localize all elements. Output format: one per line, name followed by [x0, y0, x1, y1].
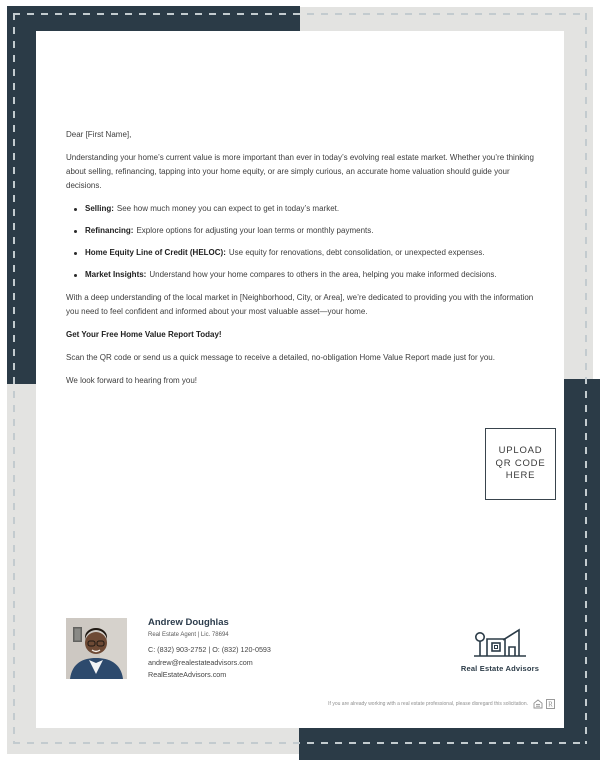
- qr-code-upload-placeholder[interactable]: [485, 428, 556, 500]
- trim-dashed-line-bottom: [13, 742, 587, 744]
- trim-dashed-line-top: [13, 13, 587, 15]
- local-market-paragraph: With a deep understanding of the local market in [Neighborhood, City, or Area], we’re dedicated to providing you with the information you need to feel confident and informed about your most valuable asset—your home.: [66, 293, 534, 316]
- list-item: [85, 224, 544, 238]
- list-item: [85, 246, 544, 260]
- frame-accent-top-left: [7, 6, 300, 31]
- bullet-label: Refinancing:: [85, 226, 134, 235]
- brand-logo: [450, 626, 550, 673]
- trim-dashed-line-right: [585, 13, 587, 744]
- disclaimer-row: [240, 699, 555, 709]
- greeting: Dear [First Name],: [66, 130, 132, 139]
- disclaimer-text: If you are already working with a real estate professional, please disregard this solicitation.: [328, 700, 528, 707]
- intro-paragraph: Understanding your home’s current value is more important than ever in today’s evolving real estate market. Whether you’re thinking about selling, refinancing, tapping into your home equity, or are simply curious, an accurate home valuation should guide your decisions.: [66, 153, 534, 190]
- agent-title: Real Estate Agent | Lic. 78694: [148, 632, 229, 638]
- list-item: [85, 202, 544, 216]
- bullet-text: Use equity for renovations, debt consolidation, or unexpected expenses.: [228, 248, 485, 257]
- agent-photo: [66, 618, 127, 679]
- bullet-label: Selling:: [85, 204, 114, 213]
- house-logo-icon: [473, 626, 527, 658]
- closing-line: We look forward to hearing from you!: [66, 376, 198, 385]
- bullet-text: Understand how your home compares to others in the area, helping you make informed decisions.: [149, 270, 497, 279]
- qr-placeholder-line: UPLOAD: [498, 445, 543, 457]
- agent-name: Andrew Doughlas: [148, 617, 229, 628]
- equal-housing-icon: [533, 699, 543, 709]
- cta-paragraph: Scan the QR code or send us a quick message to receive a detailed, no-obligation Home Value Report made just for you.: [66, 353, 495, 362]
- brand-name: Real Estate Advisors: [460, 664, 540, 673]
- frame-accent-right: [564, 379, 600, 760]
- fair-housing-icons: [533, 699, 555, 709]
- frame-accent-left: [7, 6, 36, 384]
- cta-heading: Get Your Free Home Value Report Today!: [66, 330, 222, 339]
- agent-website: RealEstateAdvisors.com: [148, 670, 227, 679]
- bullet-label: Home Equity Line of Credit (HELOC):: [85, 248, 226, 257]
- qr-placeholder-line: HERE: [505, 470, 536, 482]
- agent-phones: C: (832) 903-2752 | O: (832) 120-0593: [148, 645, 271, 654]
- agent-signature-block: [148, 617, 271, 681]
- bullet-text: See how much money you can expect to get in today’s market.: [116, 204, 340, 213]
- frame-accent-bottom-right: [299, 728, 600, 760]
- trim-dashed-line-left: [13, 13, 15, 744]
- bullet-label: Market Insights:: [85, 270, 147, 279]
- list-item: [85, 268, 544, 282]
- benefits-list: [66, 202, 544, 282]
- bullet-text: Explore options for adjusting your loan terms or monthly payments.: [136, 226, 374, 235]
- letter-body: [66, 128, 544, 397]
- realtor-icon: [546, 699, 555, 709]
- agent-email: andrew@realestateadvisors.com: [148, 657, 253, 667]
- svg-text:R: R: [548, 700, 553, 709]
- agent-photo-illustration: [66, 618, 127, 679]
- qr-placeholder-line: QR CODE: [495, 457, 546, 469]
